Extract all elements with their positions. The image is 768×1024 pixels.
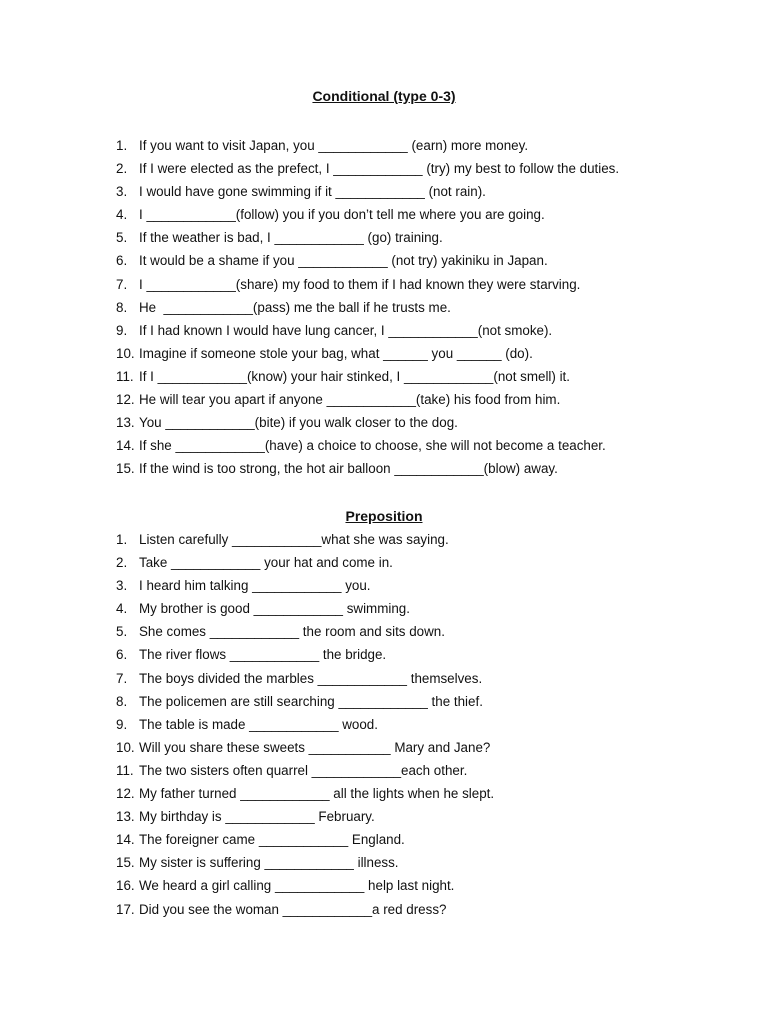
question-number: 8. bbox=[116, 299, 128, 315]
question-text: If you want to visit Japan, you ____________ (earn) more money. bbox=[139, 138, 529, 153]
question-text: The boys divided the marbles ____________ themselves. bbox=[139, 670, 483, 686]
question-text: She comes ____________ the room and sits down. bbox=[139, 624, 445, 640]
preposition-question-6 bbox=[116, 647, 756, 670]
question-text: I heard him talking ____________ you. bbox=[139, 578, 371, 594]
question-text: If the weather is bad, I ____________ (go) training. bbox=[139, 230, 443, 246]
question-text: If the wind is too strong, the hot air balloon ____________(blow) away. bbox=[139, 461, 558, 477]
conditional-question-14 bbox=[116, 438, 756, 461]
preposition-question-16 bbox=[116, 878, 756, 901]
question-number: 6. bbox=[116, 253, 128, 269]
question-text: I would have gone swimming if it ____________ (not rain). bbox=[139, 184, 486, 200]
preposition-section-title: Preposition bbox=[345, 508, 423, 524]
preposition-question-5 bbox=[116, 624, 756, 647]
conditional-question-7 bbox=[116, 277, 756, 300]
conditional-question-6 bbox=[116, 253, 756, 276]
preposition-question-15 bbox=[116, 855, 756, 878]
question-number: 6. bbox=[116, 647, 128, 663]
question-number: 4. bbox=[116, 601, 128, 617]
question-text: My brother is good ____________ swimming. bbox=[139, 601, 410, 617]
conditional-question-5 bbox=[116, 230, 756, 253]
question-number: 16. bbox=[116, 878, 135, 894]
question-text: My birthday is ____________ February. bbox=[139, 809, 375, 825]
question-number: 9. bbox=[116, 322, 128, 338]
question-number: 7. bbox=[116, 276, 128, 292]
question-number: 14. bbox=[116, 438, 135, 454]
conditional-question-8 bbox=[116, 300, 756, 323]
question-number: 4. bbox=[116, 207, 128, 223]
question-text: The river flows ____________ the bridge. bbox=[139, 647, 387, 663]
question-number: 14. bbox=[116, 832, 135, 848]
preposition-question-10 bbox=[116, 740, 756, 763]
conditional-question-list bbox=[116, 138, 756, 484]
question-number: 10. bbox=[116, 345, 135, 361]
question-text: Listen carefully ____________what she was saying. bbox=[139, 532, 449, 547]
question-text: I ____________(follow) you if you don’t tell me where you are going. bbox=[139, 207, 545, 223]
conditional-question-9 bbox=[116, 323, 756, 346]
conditional-question-13 bbox=[116, 415, 756, 438]
preposition-question-2 bbox=[116, 555, 756, 578]
question-text: The foreigner came ____________ England. bbox=[139, 832, 405, 848]
question-text: Imagine if someone stole your bag, what ______ you ______ (do). bbox=[139, 345, 533, 361]
question-text: I ____________(share) my food to them if I had known they were starving. bbox=[139, 276, 581, 292]
question-number: 13. bbox=[116, 415, 135, 431]
preposition-question-11 bbox=[116, 763, 756, 786]
preposition-question-7 bbox=[116, 671, 756, 694]
preposition-question-3 bbox=[116, 578, 756, 601]
preposition-question-1 bbox=[116, 532, 756, 555]
conditional-section-title: Conditional (type 0-3) bbox=[312, 88, 456, 104]
question-text: Take ____________ your hat and come in. bbox=[139, 555, 393, 571]
question-text: He ____________(pass) me the ball if he trusts me. bbox=[139, 299, 451, 315]
preposition-question-4 bbox=[116, 601, 756, 624]
question-number: 8. bbox=[116, 693, 128, 709]
question-number: 3. bbox=[116, 578, 128, 594]
preposition-question-13 bbox=[116, 809, 756, 832]
conditional-question-15 bbox=[116, 461, 756, 484]
conditional-question-11 bbox=[116, 369, 756, 392]
question-number: 5. bbox=[116, 230, 128, 246]
conditional-question-3 bbox=[116, 184, 756, 207]
question-number: 12. bbox=[116, 786, 135, 802]
question-number: 10. bbox=[116, 739, 135, 755]
question-text: If she ____________(have) a choice to choose, she will not become a teacher. bbox=[139, 438, 606, 454]
question-text: My father turned ____________ all the lights when he slept. bbox=[139, 786, 495, 802]
preposition-question-17 bbox=[116, 902, 756, 925]
question-number: 9. bbox=[116, 716, 128, 732]
question-number: 2. bbox=[116, 161, 128, 177]
question-text: We heard a girl calling ____________ help last night. bbox=[139, 878, 455, 894]
question-number: 15. bbox=[116, 461, 135, 477]
question-number: 11. bbox=[116, 368, 134, 384]
question-number: 1. bbox=[116, 532, 128, 547]
preposition-question-9 bbox=[116, 717, 756, 740]
question-text: He will tear you apart if anyone ____________(take) his food from him. bbox=[139, 392, 561, 408]
question-number: 7. bbox=[116, 670, 128, 686]
preposition-question-14 bbox=[116, 832, 756, 855]
preposition-question-8 bbox=[116, 694, 756, 717]
question-number: 2. bbox=[116, 555, 128, 571]
question-text: The two sisters often quarrel ____________each other. bbox=[139, 762, 468, 778]
question-text: You ____________(bite) if you walk closer to the dog. bbox=[139, 415, 458, 431]
question-text: If I ____________(know) your hair stinked, I ____________(not smell) it. bbox=[139, 368, 570, 384]
preposition-question-list bbox=[116, 532, 756, 925]
question-number: 1. bbox=[116, 138, 128, 153]
question-text: If I were elected as the prefect, I ____________ (try) my best to follow the duties. bbox=[139, 161, 620, 177]
conditional-question-12 bbox=[116, 392, 756, 415]
question-text: If I had known I would have lung cancer, I ____________(not smoke). bbox=[139, 322, 553, 338]
question-number: 15. bbox=[116, 855, 135, 871]
preposition-question-12 bbox=[116, 786, 756, 809]
question-number: 11. bbox=[116, 762, 134, 778]
question-text: Did you see the woman ____________a red dress? bbox=[139, 901, 447, 917]
question-text: My sister is suffering ____________ illness. bbox=[139, 855, 399, 871]
question-number: 12. bbox=[116, 392, 135, 408]
conditional-question-2 bbox=[116, 161, 756, 184]
question-number: 3. bbox=[116, 184, 128, 200]
question-number: 17. bbox=[116, 901, 135, 917]
question-number: 5. bbox=[116, 624, 128, 640]
question-text: Will you share these sweets ___________ Mary and Jane? bbox=[139, 739, 491, 755]
question-text: The policemen are still searching ____________ the thief. bbox=[139, 693, 483, 709]
conditional-question-10 bbox=[116, 346, 756, 369]
conditional-question-1 bbox=[116, 138, 756, 161]
question-number: 13. bbox=[116, 809, 135, 825]
question-text: The table is made ____________ wood. bbox=[139, 716, 378, 732]
question-text: It would be a shame if you ____________ (not try) yakiniku in Japan. bbox=[139, 253, 548, 269]
conditional-question-4 bbox=[116, 207, 756, 230]
